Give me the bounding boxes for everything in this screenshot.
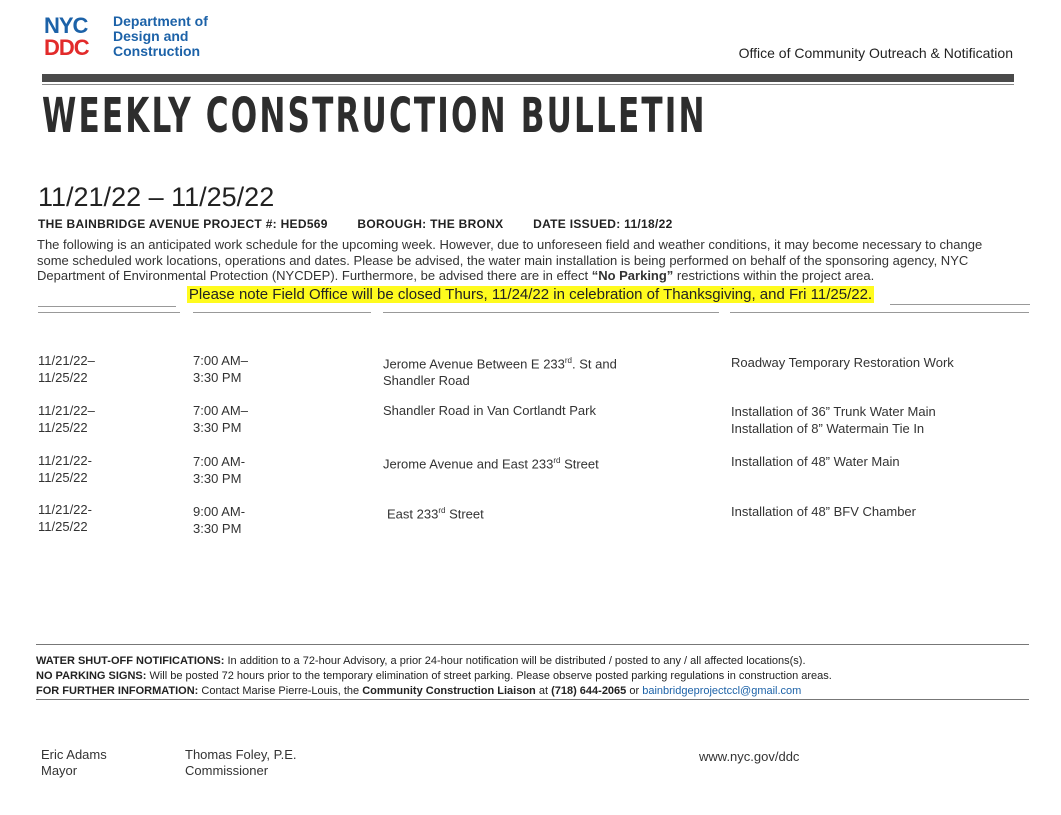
date-end: 11/25/22 <box>38 519 88 534</box>
mayor-signature <box>41 747 107 779</box>
intro-text: The following is an anticipated work schedule for the upcoming week. However, due to unforeseen field and weather conditions, it may become necessary to change some scheduled work locations, operations and dates. Please be advised, the water main installation is being performed on behalf of the sponsoring agency, NYC Department of Environmental Protection (NYCDEP). Furthermore, be advised there are in effect <box>37 237 983 283</box>
department-line-3: Construction <box>113 43 201 59</box>
water-shutoff-text: In addition to a 72-hour Advisory, a prior 24-hour notification will be distributed / posted to any / all affected locations(s). <box>224 655 806 667</box>
date-range: 11/21/22 – 11/25/22 <box>38 182 275 212</box>
column-line-location <box>383 312 719 313</box>
time-end: 3:30 PM <box>193 471 242 486</box>
time-end: 3:30 PM <box>193 521 242 536</box>
footer-notifications <box>36 654 832 699</box>
header-divider-thin <box>42 84 1014 85</box>
location-sup: rd <box>564 356 573 365</box>
location-sup: rd <box>553 456 561 465</box>
header-divider <box>42 74 1014 82</box>
office-name: Office of Community Outreach & Notification <box>738 45 1013 61</box>
footer-divider-top <box>36 644 1029 645</box>
logo-ddc-text: DDC <box>44 35 89 58</box>
time-start: 7:00 AM– <box>193 403 248 418</box>
department-line-2: Design and <box>113 28 189 44</box>
date-start: 11/21/22– <box>38 403 95 418</box>
column-line-date-2 <box>38 312 180 313</box>
further-info-text-3: or <box>626 685 643 697</box>
mayor-name: Eric Adams <box>41 747 107 762</box>
table-row-2-work <box>731 403 936 437</box>
location-sup: rd <box>438 506 446 515</box>
time-start: 9:00 AM- <box>193 504 246 519</box>
table-row-3-work <box>731 453 900 470</box>
location-text: Jerome Avenue and East 233 <box>383 456 554 472</box>
liaison-title: Community Construction Liaison <box>362 685 536 697</box>
no-parking-text: Will be posted 72 hours prior to the temporary elimination of street parking. Please observe posted parking regulations in construction areas. <box>146 670 832 682</box>
date-end: 11/25/22 <box>38 370 88 385</box>
website-link[interactable]: www.nyc.gov/ddc <box>699 749 800 764</box>
borough: BOROUGH: THE BRONX <box>357 217 504 231</box>
commissioner-signature <box>185 747 297 779</box>
mayor-title: Mayor <box>41 763 78 778</box>
table-row-4-date <box>38 501 92 535</box>
further-info-line <box>36 684 832 699</box>
further-info-label: FOR FURTHER INFORMATION: <box>36 685 199 697</box>
work-item-2: Installation of 8” Watermain Tie In <box>731 421 925 436</box>
table-row-1-location <box>383 352 617 389</box>
logo-nyc-text: NYC <box>44 14 88 38</box>
table-row-2-location <box>383 402 596 419</box>
nyc-ddc-logo <box>44 14 106 58</box>
location-text: Shandler Road in Van Cortlandt Park <box>383 403 596 418</box>
holiday-notice <box>0 286 1061 304</box>
time-start: 7:00 AM– <box>193 353 248 368</box>
location-text-end: . St and <box>572 356 617 372</box>
date-start: 11/21/22- <box>38 502 92 517</box>
table-row-2-date <box>38 402 95 436</box>
liaison-email-link[interactable]: bainbridgeprojectccl@gmail.com <box>642 685 802 697</box>
table-row-3-location <box>383 452 599 472</box>
work-item: Installation of 48” Water Main <box>731 454 900 469</box>
date-issued: DATE ISSUED: 11/18/22 <box>533 217 673 231</box>
column-line-work-top <box>890 304 1030 305</box>
table-row-4-location <box>387 502 484 522</box>
table-row-1-date <box>38 352 95 386</box>
location-text-end: Street <box>445 506 484 522</box>
time-end: 3:30 PM <box>193 370 242 385</box>
commissioner-title: Commissioner <box>185 763 269 778</box>
time-start: 7:00 AM- <box>193 454 246 469</box>
further-info-text-2: at <box>535 685 552 697</box>
table-row-4-time <box>193 503 245 537</box>
intro-text-end: restrictions within the project area. <box>673 268 875 283</box>
table-row-3-date <box>38 452 92 486</box>
table-row-4-work <box>731 503 916 520</box>
no-parking-emphasis: “No Parking” <box>591 268 674 283</box>
date-start: 11/21/22– <box>38 353 95 368</box>
column-line-work <box>730 312 1029 313</box>
location-text-end: Street <box>560 456 599 472</box>
column-line-time <box>193 312 371 313</box>
no-parking-label: NO PARKING SIGNS: <box>36 670 147 682</box>
column-line-date <box>38 306 176 307</box>
table-row-2-time <box>193 402 248 436</box>
date-end: 11/25/22 <box>38 420 88 435</box>
department-line-1: Department of <box>113 13 208 29</box>
water-shutoff-line <box>36 654 832 669</box>
project-number: THE BAINBRIDGE AVENUE PROJECT #: HED569 <box>38 217 328 231</box>
location-text: Jerome Avenue Between E 233 <box>383 356 565 372</box>
intro-paragraph <box>37 237 1009 284</box>
date-end: 11/25/22 <box>38 470 88 485</box>
water-shutoff-label: WATER SHUT-OFF NOTIFICATIONS: <box>36 655 225 667</box>
department-name <box>113 14 208 59</box>
table-row-1-time <box>193 352 248 386</box>
further-info-text: Contact Marise Pierre-Louis, the <box>198 685 363 697</box>
work-item: Roadway Temporary Restoration Work <box>731 355 954 370</box>
work-item: Installation of 48” BFV Chamber <box>731 504 916 519</box>
footer-divider-bottom <box>36 699 1029 700</box>
table-row-1-work <box>731 354 954 371</box>
liaison-phone: (718) 644-2065 <box>551 685 627 697</box>
project-info <box>38 217 699 231</box>
table-row-3-time <box>193 453 245 487</box>
time-end: 3:30 PM <box>193 420 242 435</box>
location-line-2: Shandler Road <box>383 373 470 389</box>
bulletin-title: WEEKLY CONSTRUCTION BULLETIN <box>42 88 707 144</box>
location-text: East 233 <box>387 506 439 522</box>
no-parking-line <box>36 669 832 684</box>
work-item: Installation of 36” Trunk Water Main <box>731 404 936 419</box>
holiday-notice-text: Please note Field Office will be closed Thurs, 11/24/22 in celebration of Thanksgiving, and Fri 11/25/22. <box>188 286 873 303</box>
date-start: 11/21/22- <box>38 453 92 468</box>
commissioner-name: Thomas Foley, P.E. <box>185 747 297 762</box>
